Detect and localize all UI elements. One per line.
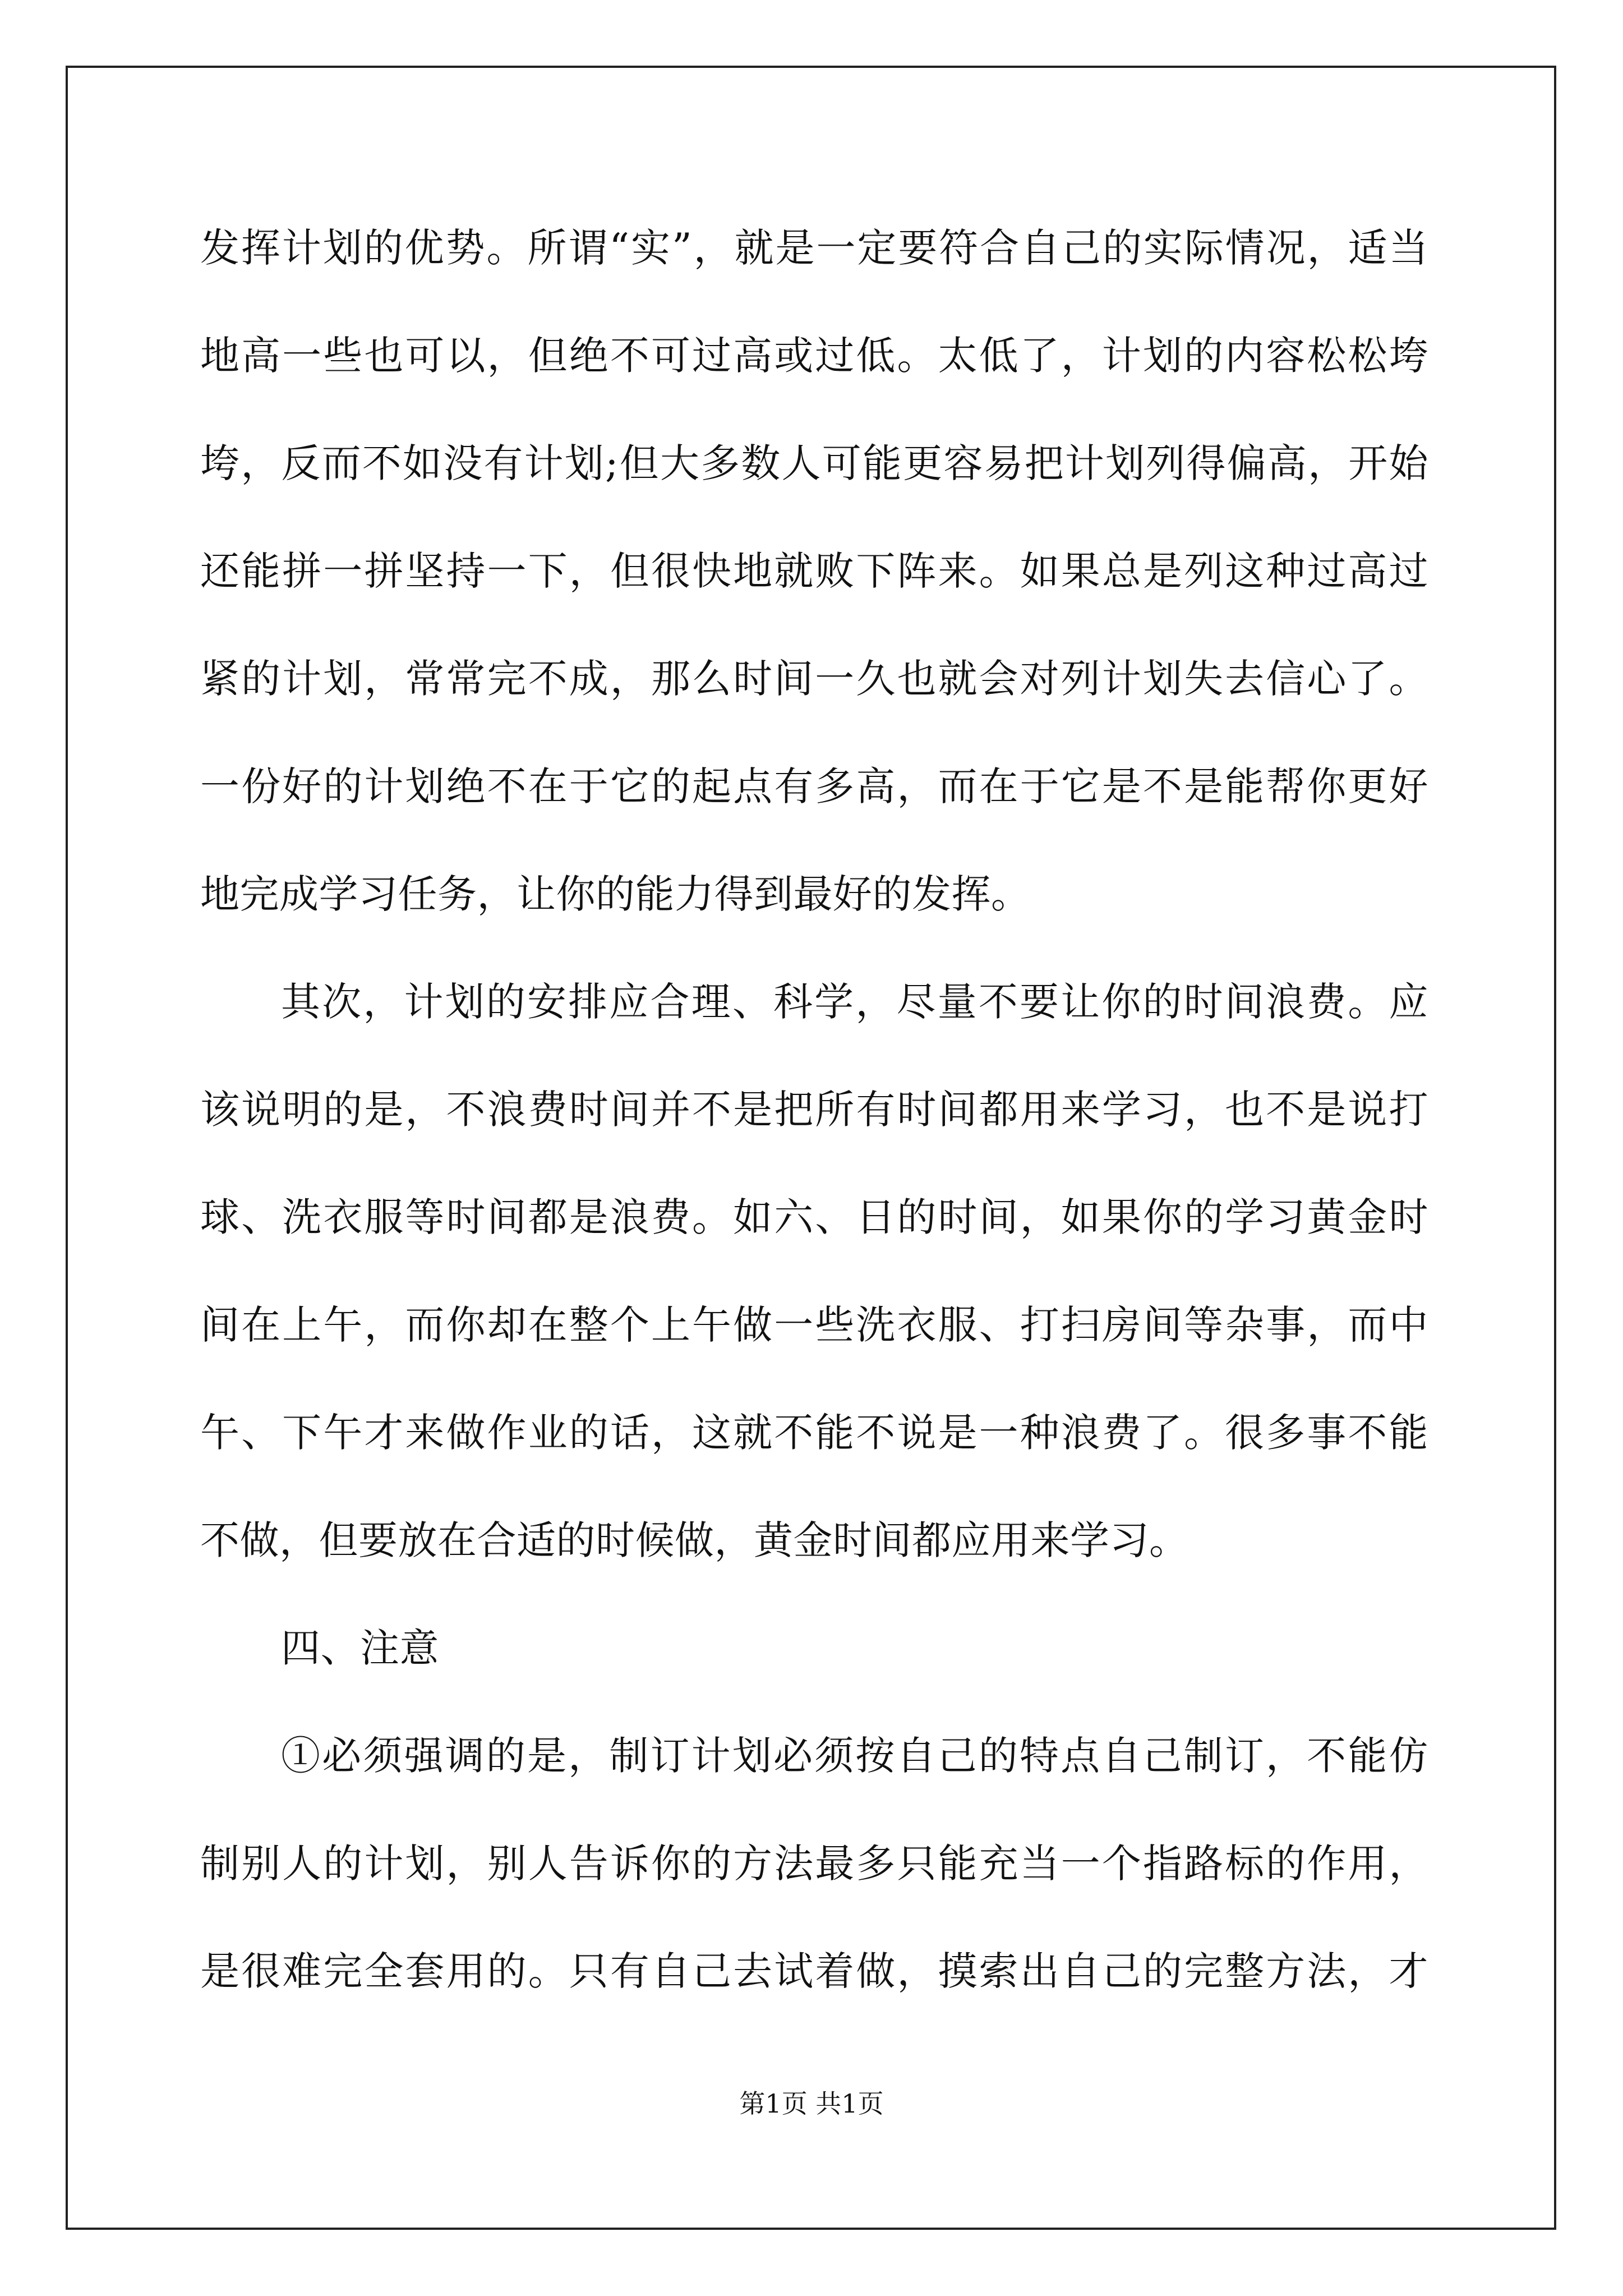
paragraph-line: 不做，但要放在合适的时候做，黄金时间都应用来学习。 (200, 1517, 1189, 1563)
paragraph-line: 发挥计划的优势。所谓“实”，就是一定要符合自己的实际情况，适当 (200, 225, 1428, 271)
paragraph-line: 一份好的计划绝不在于它的起点有多高，而在于它是不是能帮你更好 (200, 763, 1428, 809)
paragraph-line: 是很难完全套用的。只有自己去试着做，摸索出自己的完整方法，才 (200, 1948, 1428, 1994)
paragraph-line: 其次，计划的安排应合理、科学，尽量不要让你的时间浪费。应 (281, 979, 1428, 1025)
paragraph-line: 紧的计划，常常完不成，那么时间一久也就会对列计划失去信心了。 (200, 656, 1428, 702)
paragraph-line: ①必须强调的是，制订计划必须按自己的特点自己制订，不能仿 (281, 1733, 1428, 1779)
paragraph-line: 地高一些也可以，但绝不可过高或过低。太低了，计划的内容松松垮 (200, 333, 1428, 379)
paragraph-line: 地完成学习任务，让你的能力得到最好的发挥。 (200, 871, 1031, 917)
paragraph-line: 垮，反而不如没有计划;但大多数人可能更容易把计划列得偏高，开始 (200, 440, 1428, 486)
page-footer: 第1页 共1页 (739, 2088, 884, 2119)
page-border (66, 66, 1556, 2230)
paragraph-line: 球、洗衣服等时间都是浪费。如六、日的时间，如果你的学习黄金时 (200, 1194, 1428, 1240)
paragraph-line: 制别人的计划，别人告诉你的方法最多只能充当一个指路标的作用， (200, 1841, 1428, 1887)
paragraph-line: 该说明的是，不浪费时间并不是把所有时间都用来学习，也不是说打 (200, 1087, 1428, 1133)
section-heading: 四、注意 (281, 1625, 439, 1671)
paragraph-line: 午、下午才来做作业的话，这就不能不说是一种浪费了。很多事不能 (200, 1410, 1428, 1456)
paragraph-line: 间在上午，而你却在整个上午做一些洗衣服、打扫房间等杂事，而中 (200, 1302, 1428, 1348)
paragraph-line: 还能拼一拼坚持一下，但很快地就败下阵来。如果总是列这种过高过 (200, 548, 1428, 594)
